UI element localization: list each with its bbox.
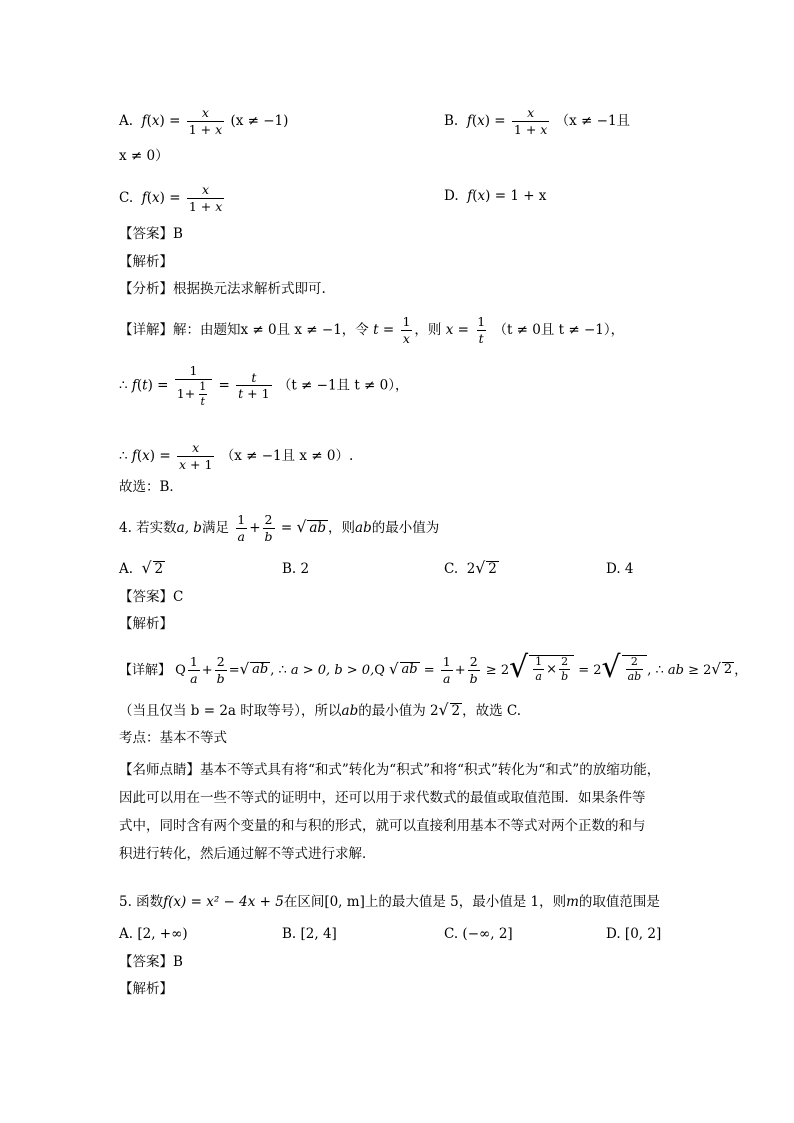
q3-step3: ∴ f(x) = $\frac{x}{x + 1}$ （x ≠ −1且 x ≠ 0）. xyxy=(119,440,354,472)
q3-option-c: C. f(x) = $\frac{x}{1 + x}$ xyxy=(119,182,223,214)
q4-analysis-label: 【解析】 xyxy=(119,616,173,632)
q3-detail-line: 【详解】解：由题知x ≠ 0且 x ≠ −1，令 t = $\frac{1}{x}$ ，则 x = $\frac{1}{t}$ （t ≠ 0且 t ≠ −1）， xyxy=(119,314,625,346)
q5-option-a: A. [2, +∞) xyxy=(119,926,188,942)
q4-detail: 【详解】 Q $\frac{1}{a}$ + $\frac{2}{b}$ = √ ab , ∴ a > 0, b > 0,Q √ ab = $\frac{1}{a}$ + $\frac{2}{b}$ ≥ 2 √ $\frac{1}{a}$ × $\frac{2}{b}$ = 2 √ $\frac{2}{ab}$ , ∴ ab ≥ 2 √ 2 ， xyxy=(119,650,748,686)
q3-option-a-condition: (x ≠ −1) xyxy=(230,112,289,129)
q3-option-b-condition: （x ≠ −1且 xyxy=(555,112,631,129)
q3-answer: 【答案】B xyxy=(119,226,183,242)
q4-option-b: B. 2 xyxy=(282,561,310,577)
q5-option-d: D. [0, 2] xyxy=(606,926,662,942)
q5-answer: 【答案】B xyxy=(119,954,183,970)
q3-analysis-label: 【解析】 xyxy=(119,254,173,270)
q3-fenxi: 【分析】根据换元法求解析式即可. xyxy=(119,281,326,297)
q4-equality: （当且仅当 b = 2a 时取等号），所以ab的最小值为 2 √ 2 ，故选 C. xyxy=(119,701,522,719)
q5-analysis-label: 【解析】 xyxy=(119,981,173,997)
q4-option-d: D. 4 xyxy=(606,561,634,577)
q4-option-c: C. 2 √ 2 xyxy=(444,559,497,577)
q3-step2: ∴ f(t) = 1 1+ $\frac{1}{t}$ = $\frac{t}{t + 1}$ （t ≠ −1且 t ≠ 0）， xyxy=(119,363,409,408)
q4-stem: 4. 若实数a, b满足 $\frac{1}{a}$ + $\frac{2}{b}$ = √ ab ，则ab的最小值为 xyxy=(119,512,440,544)
q3-choose: 故选：B． xyxy=(119,479,183,495)
q4-option-a: A. √ 2 xyxy=(119,559,164,577)
q3-option-a: A. f(x) = $\frac{x}{1 + x}$ (x ≠ −1) xyxy=(119,105,289,137)
q3-option-d: D. f(x) = 1 + x xyxy=(444,188,547,204)
q5-option-b: B. [2, 4] xyxy=(282,926,337,942)
q3-option-b: B. f(x) = $\frac{x}{1 + x}$ （x ≠ −1且 xyxy=(444,105,631,137)
q4-answer: 【答案】C xyxy=(119,589,184,605)
q5-option-c: C. (−∞, 2] xyxy=(444,926,513,942)
q4-kaodian: 考点：基本不等式 xyxy=(119,730,227,746)
q5-stem: 5. 函数f(x) = x² − 4x + 5在区间[0, m]上的最大值是 5，最小值是 1，则m的取值范围是 xyxy=(119,894,660,910)
q3-option-b-condition-cont: x ≠ 0） xyxy=(119,148,169,164)
q4-mingshi: 【名师点睛】基本不等式具有将“和式”转化为“积式”和将“积式”转化为“和式”的放缩功能， 因此可以用在一些不等式的证明中，还可以用于求代数式的最值或取值范围．如果条件等 式中，同时含有两个变量的和与积的形式，就可以直接利用基本不等式对两个正数的和与 积进行转化，然后通过解不等式进行求解． xyxy=(119,762,661,862)
